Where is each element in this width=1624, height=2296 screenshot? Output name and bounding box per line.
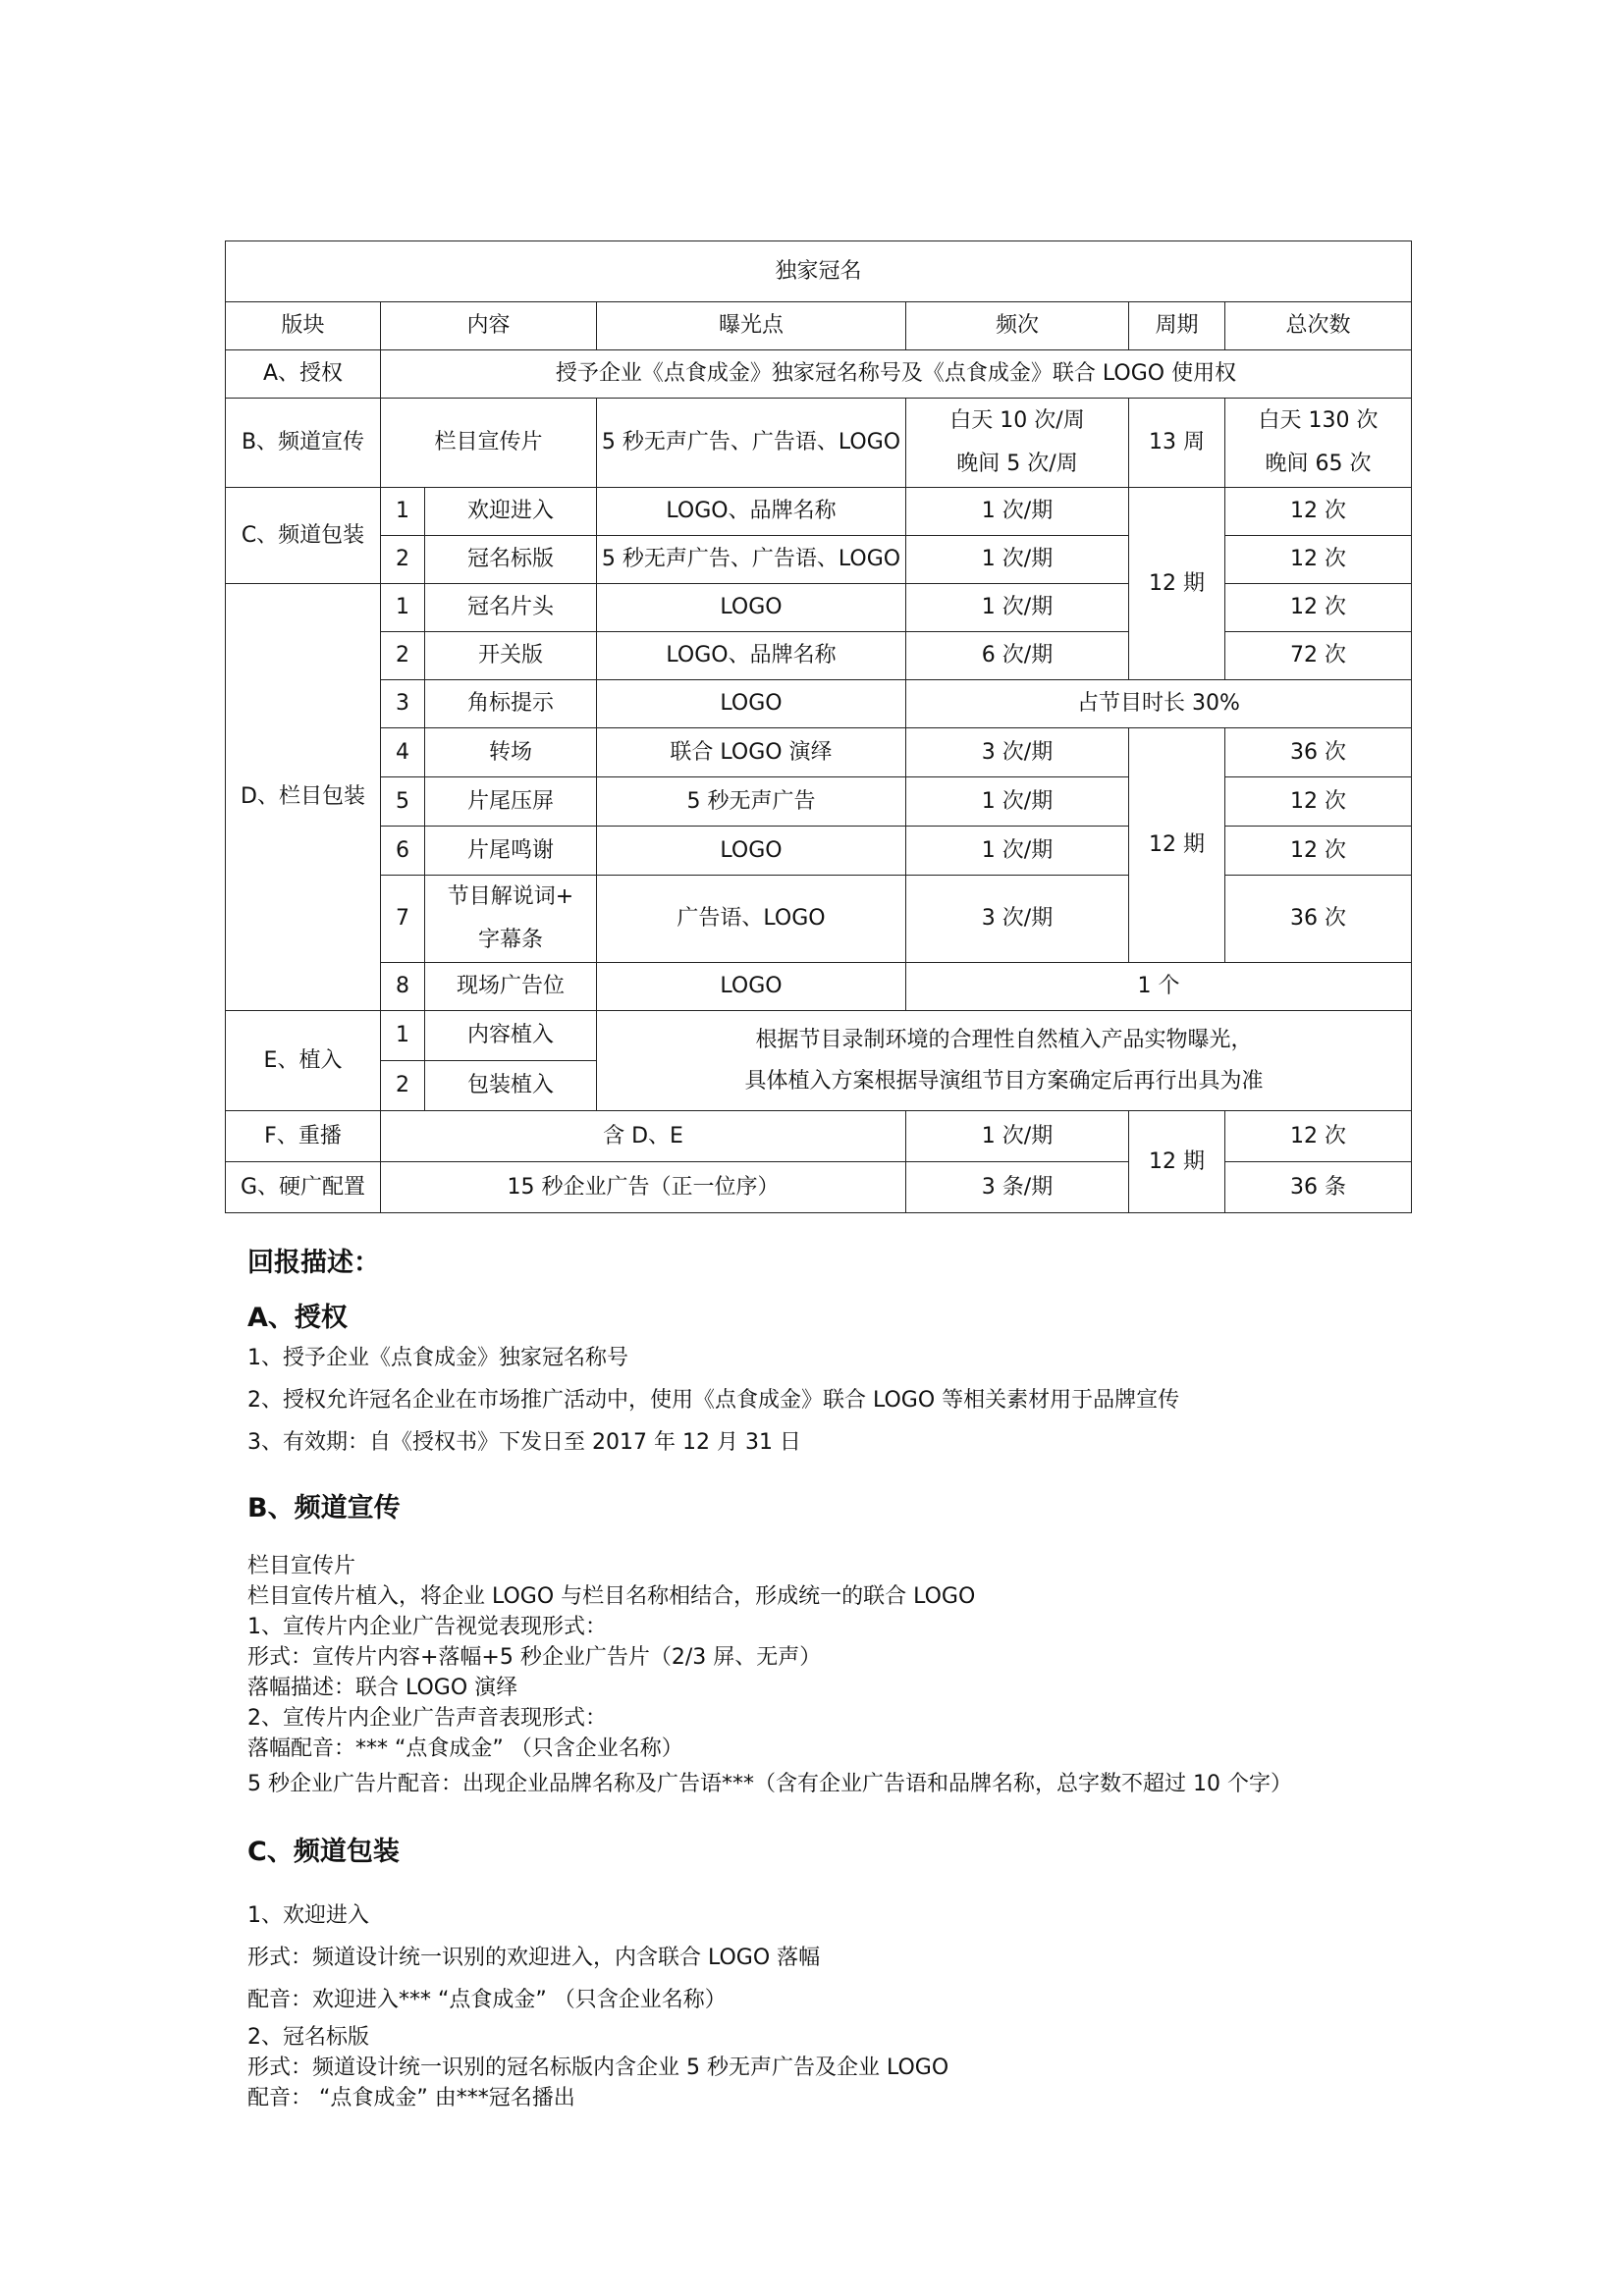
table-row-frequency: 3 次/期 — [906, 728, 1129, 777]
table-row-content: 欢迎进入 — [425, 488, 597, 536]
section-g-content: 15 秒企业广告（正一位序） — [381, 1162, 906, 1213]
table-row-exposure: LOGO — [597, 680, 906, 728]
table-row-frequency: 3 次/期 — [906, 876, 1129, 963]
description-title: 回报描述： — [247, 1248, 380, 1278]
table-row-content: 冠名片头 — [425, 584, 597, 632]
table-row-merged: 占节目时长 30% — [906, 680, 1412, 728]
section-b: B、频道宣传 — [226, 399, 381, 488]
section-b-line: 2、宣传片内企业广告声音表现形式： — [247, 1706, 607, 1731]
section-a-content: 授予企业《点食成金》独家冠名称号及《点食成金》联合 LOGO 使用权 — [381, 350, 1412, 399]
header-content: 内容 — [381, 302, 597, 350]
table-row-content: 转场 — [425, 728, 597, 777]
table-row-exposure: LOGO、品牌名称 — [597, 632, 906, 680]
section-c-line: 配音： “点食成金” 由***冠名播出 — [247, 2086, 575, 2110]
section-d: D、栏目包装 — [226, 584, 381, 1011]
table-row-content: 现场广告位 — [425, 963, 597, 1011]
table-row-no: 3 — [381, 680, 425, 728]
section-g-frequency: 3 条/期 — [906, 1162, 1129, 1213]
header-total: 总次数 — [1225, 302, 1412, 350]
table-row-no: 4 — [381, 728, 425, 777]
table-row-exposure: 联合 LOGO 演绎 — [597, 728, 906, 777]
table-row-content: 包装植入 — [425, 1061, 597, 1111]
table-row-exposure: LOGO — [597, 584, 906, 632]
section-e: E、植入 — [226, 1011, 381, 1111]
table-row-total: 36 次 — [1225, 876, 1412, 963]
section-b-total: 白天 130 次 晚间 65 次 — [1225, 399, 1412, 488]
table-row-no: 2 — [381, 632, 425, 680]
section-a-line: 2、授权允许冠名企业在市场推广活动中，使用《点食成金》联合 LOGO 等相关素材用于品牌宣传 — [247, 1388, 1180, 1413]
table-row-total: 36 次 — [1225, 728, 1412, 777]
period-12-second: 12 期 — [1129, 728, 1225, 963]
section-b-period: 13 周 — [1129, 399, 1225, 488]
table-title: 独家冠名 — [226, 241, 1412, 302]
table-row-no: 8 — [381, 963, 425, 1011]
header-exposure: 曝光点 — [597, 302, 906, 350]
table-row-merged: 1 个 — [906, 963, 1412, 1011]
period-12-third: 12 期 — [1129, 1111, 1225, 1213]
table-row-no: 7 — [381, 876, 425, 963]
section-c-line: 形式：频道设计统一识别的冠名标版内含企业 5 秒无声广告及企业 LOGO — [247, 2056, 949, 2080]
table-row-exposure: LOGO — [597, 963, 906, 1011]
header-frequency: 频次 — [906, 302, 1129, 350]
table-row-total: 12 次 — [1225, 827, 1412, 876]
section-f-content: 含 D、E — [381, 1111, 906, 1162]
sponsorship-table — [225, 240, 1412, 1213]
section-a-line: 1、授予企业《点食成金》独家冠名称号 — [247, 1346, 628, 1370]
section-b-line: 形式：宣传片内容+落幅+5 秒企业广告片（2/3 屏、无声） — [247, 1645, 822, 1670]
section-b-line: 1、宣传片内企业广告视觉表现形式： — [247, 1615, 607, 1639]
table-row-frequency: 6 次/期 — [906, 632, 1129, 680]
section-c-line: 配音：欢迎进入*** “点食成金” （只含企业名称） — [247, 1988, 727, 2012]
section-b-content: 栏目宣传片 — [381, 399, 597, 488]
section-b-line: 落幅配音：*** “点食成金” （只含企业名称） — [247, 1736, 683, 1761]
table-row-frequency: 1 次/期 — [906, 584, 1129, 632]
table-row-exposure: 5 秒无声广告、广告语、LOGO — [597, 536, 906, 584]
section-b-line: 栏目宣传片 — [247, 1554, 356, 1578]
header-section: 版块 — [226, 302, 381, 350]
section-b-line: 5 秒企业广告片配音：出现企业品牌名称及广告语***（含有企业广告语和品牌名称，总字数不超过 10 个字） — [247, 1772, 1292, 1796]
table-row-exposure: 广告语、LOGO — [597, 876, 906, 963]
table-row-content: 冠名标版 — [425, 536, 597, 584]
table-row-no: 2 — [381, 1061, 425, 1111]
table-row-total: 12 次 — [1225, 777, 1412, 827]
table-row-content: 片尾鸣谢 — [425, 827, 597, 876]
table-row-frequency: 1 次/期 — [906, 536, 1129, 584]
table-row-total: 12 次 — [1225, 488, 1412, 536]
table-row-exposure: 5 秒无声广告 — [597, 777, 906, 827]
table-row-frequency: 1 次/期 — [906, 827, 1129, 876]
section-c-line: 1、欢迎进入 — [247, 1903, 369, 1928]
table-row-no: 1 — [381, 1011, 425, 1061]
section-f-total: 12 次 — [1225, 1111, 1412, 1162]
table-row-no: 5 — [381, 777, 425, 827]
section-a: A、授权 — [226, 350, 381, 399]
table-row-no: 1 — [381, 488, 425, 536]
table-row-no: 6 — [381, 827, 425, 876]
section-b-exposure: 5 秒无声广告、广告语、LOGO — [597, 399, 906, 488]
table-row-no: 2 — [381, 536, 425, 584]
section-c-line: 形式：频道设计统一识别的欢迎进入，内含联合 LOGO 落幅 — [247, 1946, 821, 1970]
section-f-frequency: 1 次/期 — [906, 1111, 1129, 1162]
section-c: C、频道包装 — [226, 488, 381, 584]
section-c-heading: C、频道包装 — [247, 1837, 400, 1867]
table-row-frequency: 1 次/期 — [906, 488, 1129, 536]
section-b-line: 落幅描述：联合 LOGO 演绎 — [247, 1676, 518, 1700]
table-row-total: 72 次 — [1225, 632, 1412, 680]
section-a-heading: A、授权 — [247, 1303, 348, 1333]
table-row-content: 片尾压屏 — [425, 777, 597, 827]
section-b-line: 栏目宣传片植入，将企业 LOGO 与栏目名称相结合，形成统一的联合 LOGO — [247, 1584, 976, 1609]
section-e-description: 根据节目录制环境的合理性自然植入产品实物曝光， 具体植入方案根据导演组节目方案确定后再行出具为准 — [597, 1011, 1412, 1111]
period-12-first: 12 期 — [1129, 488, 1225, 680]
table-row-exposure: LOGO — [597, 827, 906, 876]
section-g: G、硬广配置 — [226, 1162, 381, 1213]
table-row-no: 1 — [381, 584, 425, 632]
section-c-line: 2、冠名标版 — [247, 2025, 369, 2050]
section-g-total: 36 条 — [1225, 1162, 1412, 1213]
section-a-line: 3、有效期：自《授权书》下发日至 2017 年 12 月 31 日 — [247, 1430, 801, 1455]
table-row-content: 角标提示 — [425, 680, 597, 728]
section-b-frequency: 白天 10 次/周 晚间 5 次/周 — [906, 399, 1129, 488]
section-b-heading: B、频道宣传 — [247, 1493, 401, 1523]
table-row-exposure: LOGO、品牌名称 — [597, 488, 906, 536]
table-row-content: 开关版 — [425, 632, 597, 680]
table-row-content: 节目解说词+ 字幕条 — [425, 876, 597, 963]
header-period: 周期 — [1129, 302, 1225, 350]
table-row-total: 12 次 — [1225, 536, 1412, 584]
table-row-frequency: 1 次/期 — [906, 777, 1129, 827]
section-f: F、重播 — [226, 1111, 381, 1162]
table-row-total: 12 次 — [1225, 584, 1412, 632]
table-row-content: 内容植入 — [425, 1011, 597, 1061]
